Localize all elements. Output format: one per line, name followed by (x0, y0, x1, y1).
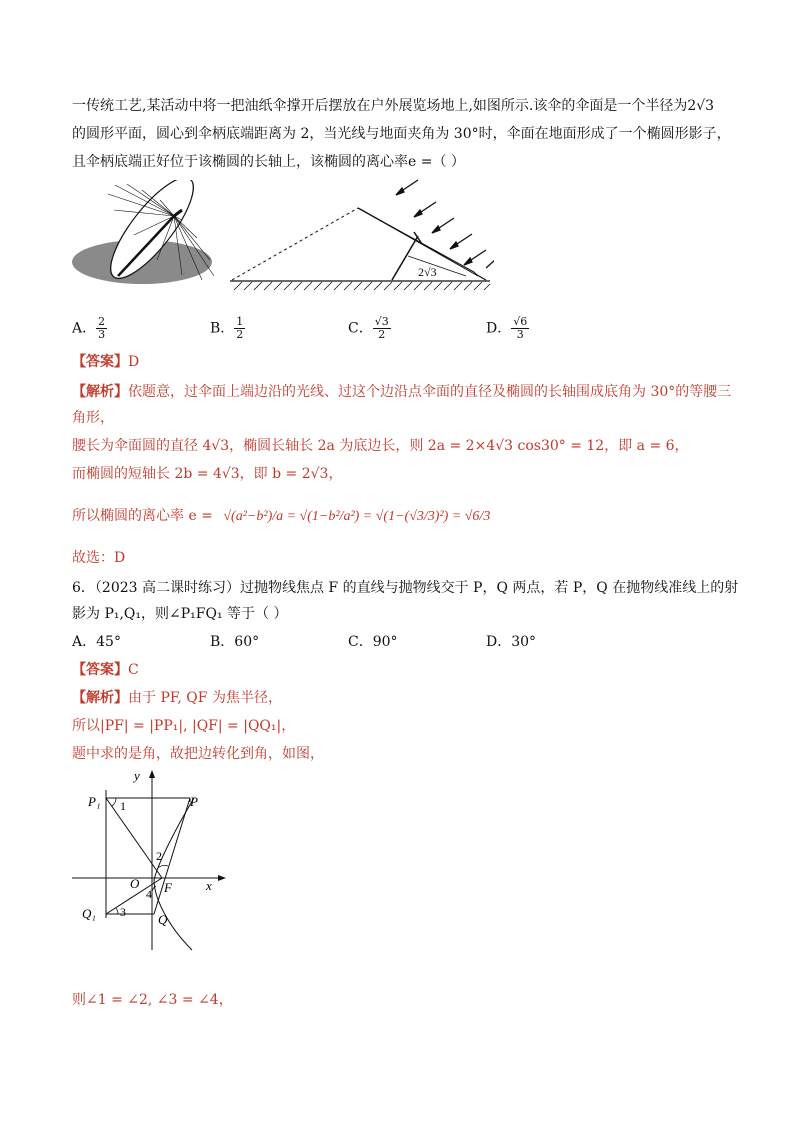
problem5-line2: 的圆形平面，圆心到伞柄底端距离为 2，当光线与地面夹角为 30°时，伞面在地面形成了一个椭圆形影子， (72, 126, 731, 142)
p6-answer (72, 660, 139, 680)
umbrella-figure (72, 180, 222, 290)
shadow-diagram (228, 176, 494, 294)
angle-mark-1 (112, 798, 116, 806)
p5-option-d-num: √6 (513, 315, 528, 328)
label-f: F (164, 880, 172, 895)
measure-line (408, 256, 466, 276)
p5-conclusion: 故选：D (72, 550, 126, 566)
label-p1: P₁ (88, 794, 101, 809)
p5-analysis-line4: 而椭圆的短轴长 2b = 4√3，即 b = 2√3， (72, 466, 343, 482)
p5-analysis-tag: 【解析】 (72, 384, 128, 400)
p5-option-a-label: A． (72, 320, 97, 337)
label-o: O (130, 876, 140, 891)
angle-label-2: 2 (156, 849, 162, 863)
p6-option-d-label: D． (486, 634, 512, 650)
problem5-line3: 且伞柄底端正好位于该椭圆的长轴上，该椭圆的离心率e =（ ） (72, 154, 465, 170)
segment-p1f (106, 798, 162, 878)
p6-option-a-label: A． (72, 634, 97, 650)
y-axis-arrow (149, 770, 155, 778)
p6-analysis-text1: 由于 PF, QF 为焦半径， (128, 690, 282, 706)
p5-option-a-den: 3 (98, 328, 106, 341)
problem6-line1: 6．（2023 高二课时练习）过抛物线焦点 F 的直线与抛物线交于 P，Q 两点，若 P，Q 在抛物线准线上的射 (72, 580, 739, 596)
p5-option-c-label: C． (348, 320, 373, 337)
p6-option-d-value: 30° (511, 634, 537, 650)
p6-option-c-label: C． (348, 634, 373, 650)
parabola-figure (72, 768, 232, 954)
p5-option-b-den: 2 (236, 328, 244, 341)
p5-option-d (486, 316, 529, 341)
label-q1: Q₁ (82, 906, 96, 921)
p5-answer (72, 352, 139, 372)
p6-option-a (72, 632, 121, 652)
p5-analysis-line1 (72, 382, 731, 402)
p5-option-b-num: 1 (236, 315, 244, 328)
p6-option-a-value: 45° (96, 634, 121, 650)
angle-mark-2 (158, 865, 168, 868)
ground-hatch (234, 282, 490, 290)
angle-label-3: 3 (120, 905, 126, 919)
p5-answer-value: D (128, 354, 140, 370)
p6-analysis-line1 (72, 688, 282, 708)
p6-answer-value: C (128, 662, 139, 678)
p6-option-b-label: B． (210, 634, 235, 650)
x-axis-arrow (218, 875, 226, 881)
p5-option-b-label: B． (210, 320, 235, 337)
p5-analysis-line3: 腰长为伞面圆的直径 4√3，椭圆长轴长 2a 为底边长，则 2a = 2×4√3 cos30° = 12，即 a = 6， (72, 438, 689, 454)
p6-option-c-value: 90° (372, 634, 398, 650)
p6-answer-tag: 【答案】 (72, 662, 128, 678)
p5-eccentricity-prefix: 所以椭圆的离心率 e = (72, 508, 213, 524)
p5-analysis-line2: 角形， (72, 410, 114, 426)
angle-label-1: 1 (120, 799, 126, 813)
label-q: Q (158, 912, 168, 927)
p5-option-d-den: 3 (516, 328, 524, 341)
p5-option-d-label: D． (486, 320, 512, 337)
radius-label: 2√3 (418, 265, 437, 279)
p5-analysis-line5 (72, 506, 490, 527)
p5-option-b (210, 316, 245, 341)
p6-option-d (486, 632, 536, 652)
p5-option-c-den: 2 (378, 328, 386, 341)
y-axis-label: y (134, 768, 140, 783)
p5-analysis-text1: 依题意，过伞面上端边沿的光线、过这个边沿点伞面的直径及椭圆的长轴围成底角为 30°的等腰三 (128, 384, 732, 400)
p5-option-a (72, 316, 107, 341)
p5-option-c (348, 316, 391, 341)
p6-option-c (348, 632, 398, 652)
p5-option-c-num: √3 (374, 315, 389, 328)
p6-analysis-tag: 【解析】 (72, 690, 128, 706)
p6-analysis-line3: 题中求的是角，故把边转化到角，如图， (72, 746, 324, 762)
p6-last-line: 则∠1 = ∠2, ∠3 = ∠4， (72, 992, 233, 1008)
x-axis-label: x (206, 878, 212, 893)
p6-option-b (210, 632, 259, 652)
p5-option-a-num: 2 (98, 315, 106, 328)
angle-mark-3 (116, 908, 118, 914)
problem5-line1: 一传统工艺,某活动中将一把油纸伞撑开后摆放在户外展览场地上,如图所示.该伞的伞面是一个半径为2√3 (72, 98, 715, 114)
problem6-line2: 影为 P₁,Q₁，则∠P₁FQ₁ 等于（ ） (72, 606, 288, 622)
p5-eccentricity-formula: √(a²−b²)/a = √(1−b²/a²) = √(1−(√3/3)²) = √6/3 (223, 509, 491, 524)
parabola-curve (154, 798, 194, 950)
angle-label-4: 4 (146, 887, 152, 901)
p5-answer-tag: 【答案】 (72, 354, 128, 370)
light-ray-dashed (232, 208, 358, 280)
p6-analysis-line2: 所以|PF| = |PP₁|, |QF| = |QQ₁|， (72, 718, 296, 734)
sun-arrows (396, 180, 494, 268)
p6-option-b-value: 60° (234, 634, 260, 650)
label-p: P (190, 794, 198, 809)
